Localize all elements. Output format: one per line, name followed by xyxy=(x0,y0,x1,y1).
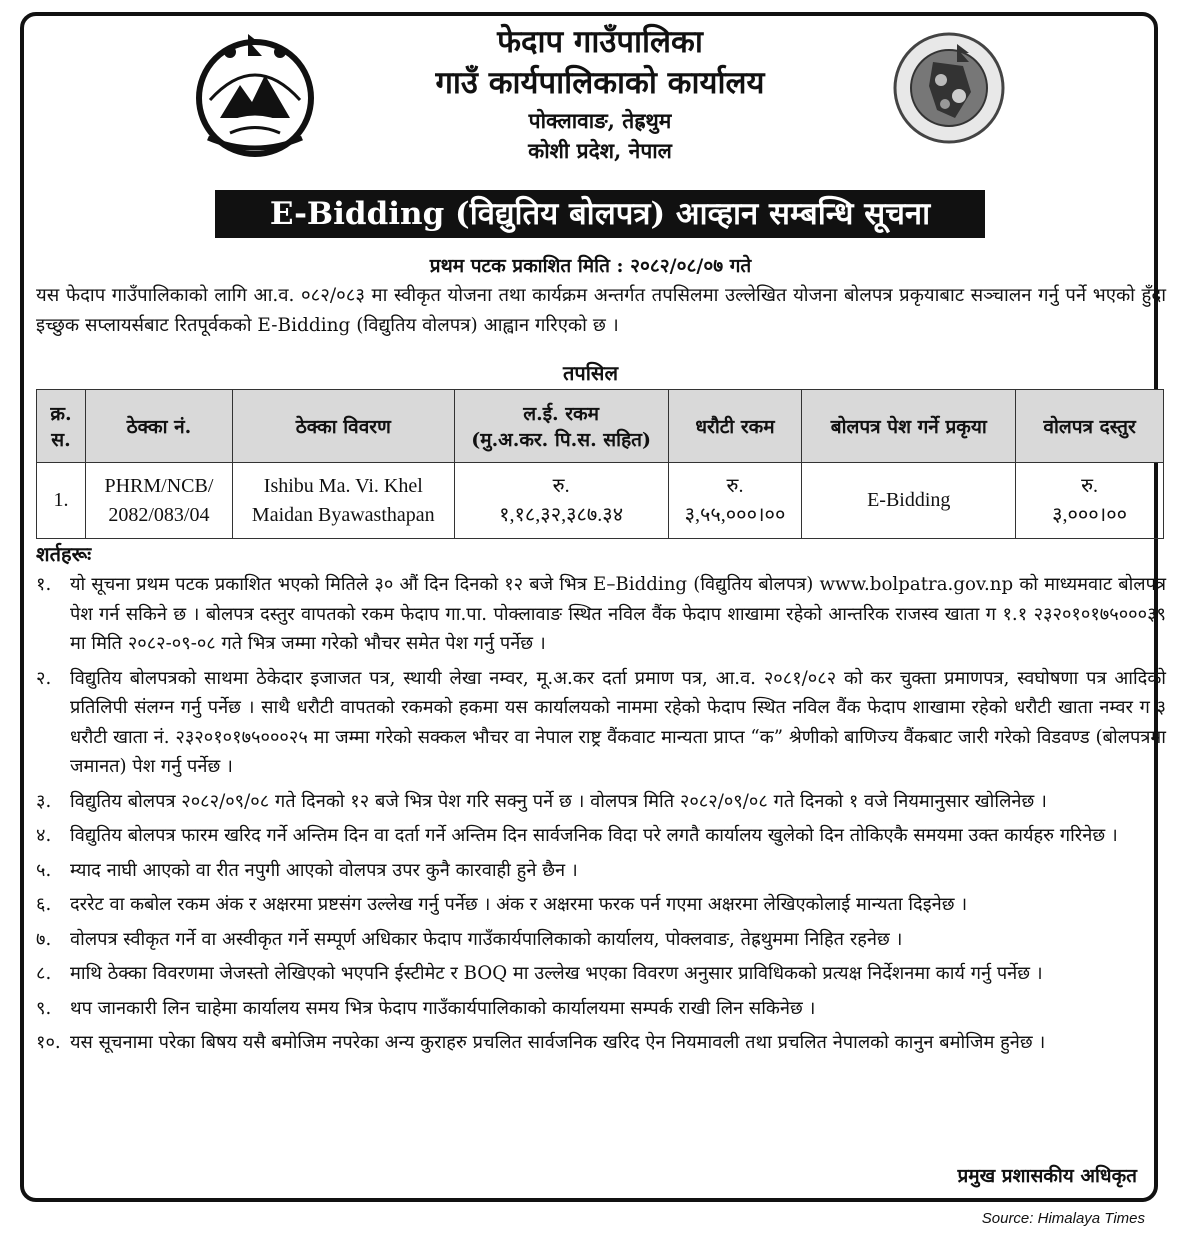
cell-line: 2082/083/04 xyxy=(108,503,210,526)
condition-number: १०. xyxy=(36,1032,61,1053)
cell-line: Ishibu Ma. Vi. Khel xyxy=(263,474,423,497)
address-line: पोक्लावाङ, तेह्रथुम xyxy=(528,108,672,133)
column-header-estimate xyxy=(454,390,668,463)
bid-table xyxy=(36,389,1164,539)
cell-line: रु. xyxy=(1081,474,1099,497)
list-item xyxy=(36,856,1166,886)
column-header-line: क्र. xyxy=(50,403,72,425)
column-header-sn xyxy=(37,390,86,463)
table-header-row xyxy=(37,390,1164,463)
cell-line: रु. xyxy=(726,474,744,497)
column-header-contract-no: ठेक्का नं. xyxy=(85,390,232,463)
list-item xyxy=(36,994,1166,1024)
condition-text: दररेट वा कबोल रकम अंक र अक्षरमा प्रष्टसंग उल्लेख गर्नु पर्नेछ । अंक र अक्षरमा फरक पर्न गएमा अक्षरमा लेखिएकोलाई मान्यता दिइनेछ । xyxy=(70,894,968,915)
column-header-process: बोलपत्र पेश गर्ने प्रकृया xyxy=(802,390,1016,463)
signatory-title: प्रमुख प्रशासकीय अधिकृत xyxy=(957,1165,1137,1187)
cell-line: Maidan Byawasthapan xyxy=(251,503,435,526)
cell-sn: 1. xyxy=(37,463,86,539)
notice-title-banner: E-Bidding (विद्युतिय बोलपत्र) आव्हान सम्बन्धि सूचना xyxy=(215,190,985,238)
cell-line: रु. xyxy=(552,474,570,497)
source-credit: Source: Himalaya Times xyxy=(981,1210,1145,1227)
column-header-line: (मु.अ.कर. पि.स. सहित) xyxy=(471,429,651,451)
office-name: गाउँ कार्यपालिकाको कार्यालय xyxy=(435,65,765,101)
condition-text: वोलपत्र स्वीकृत गर्ने वा अस्वीकृत गर्ने सम्पूर्ण अधिकार फेदाप गाउँकार्यपालिकाको कार्यालय, पोक्लवाङ, तेह्रथुममा निहित रहनेछ । xyxy=(70,928,903,950)
list-item xyxy=(36,1028,1166,1058)
column-header-line: ल.ई. रकम xyxy=(523,403,599,425)
condition-number: ३. xyxy=(36,790,52,812)
condition-number: २. xyxy=(36,667,52,689)
cell-fee xyxy=(1016,463,1164,539)
condition-text: विद्युतिय बोलपत्र २०८२/०९/०८ गते दिनको १२ बजे भित्र पेश गरि सक्नु पर्ने छ । वोलपत्र मिति २०८२/०९/०८ गते दिनको १ वजे नियमानुसार खोलिनेछ । xyxy=(70,790,1047,812)
condition-text: यस सूचनामा परेका बिषय यसै बमोजिम नपरेका अन्य कुराहरु प्रचलित सार्वजनिक खरिद ऐन नियमावली तथा प्रचलित नेपालको कानुन बमोजिम हुनेछ । xyxy=(70,1032,1046,1053)
intro-paragraph: यस फेदाप गाउँपालिकाको लागि आ.व. ०८२/०८३ मा स्वीकृत योजना तथा कार्यक्रम अन्तर्गत तपसिलमा उल्लेखित योजना बोलपत्र प्रकृयाबाट सञ्चालन गर्नु पर्ने भएको हुँदा इच्छुक सप्लायर्सबाट रितपूर्वकको E-Bidding (विद्युतिय वोलपत्र) आह्वान गरिएको छ । xyxy=(36,285,1166,336)
schedule-heading: तपसिल xyxy=(562,361,619,385)
condition-number: ५. xyxy=(36,859,52,881)
province-line: कोशी प्रदेश, नेपाल xyxy=(528,138,672,163)
list-item xyxy=(36,890,1166,920)
conditions-heading: शर्तहरूः xyxy=(36,542,92,566)
cell-line: ३,०००।०० xyxy=(1052,503,1128,526)
list-item xyxy=(36,664,1166,782)
condition-text: थप जानकारी लिन चाहेमा कार्यालय समय भित्र फेदाप गाउँकार्यपालिकाको कार्यालयमा सम्पर्क राखी लिन सकिनेछ । xyxy=(70,997,816,1019)
column-header-line: स. xyxy=(51,429,71,451)
condition-number: ७. xyxy=(36,928,52,950)
publication-date: प्रथम पटक प्रकाशित मिति : २०८२/०८/०७ गते xyxy=(429,255,752,277)
column-header-fee: वोलपत्र दस्तुर xyxy=(1016,390,1164,463)
list-item xyxy=(36,570,1166,659)
condition-text: म्याद नाघी आएको वा रीत नपुगी आएको वोलपत्र उपर कुनै कारवाही हुने छैन । xyxy=(70,859,578,881)
condition-text: यो सूचना प्रथम पटक प्रकाशित भएको मितिले ३० औं दिन दिनको १२ बजे भित्र E–Bidding (विद्युतिय बोलपत्र) www.bolpatra.gov.np को माध्यमवाट बोलपत्र पेश गर्न सकिने छ । बोलपत्र दस्तुर वापतको रकम फेदाप गा.पा. पोक्लावाङ स्थित नविल वैंक फेदाप शाखामा रहेको आन्तरिक राजस्व खाता ग १.१ २३२०१०१७५०००३९ मा मिति २०८२-०९-०८ गते भित्र जम्मा गरेको भौचर समेत पेश गर्नु पर्नेछ । xyxy=(70,574,1166,654)
cell-deposit xyxy=(668,463,802,539)
municipality-name: फेदाप गाउँपालिका xyxy=(497,24,703,60)
municipality-seal-logo xyxy=(893,32,1005,144)
condition-text: विद्युतिय बोलपत्र फारम खरिद गर्ने अन्तिम दिन वा दर्ता गर्ने अन्तिम दिन सार्वजनिक विदा परे लगतै कार्यालय खुलेको दिन तोकिएकै समयमा उक्त कार्यहरु गरिनेछ । xyxy=(70,825,1118,846)
list-item xyxy=(36,821,1166,851)
list-item xyxy=(36,787,1166,817)
condition-number: १. xyxy=(36,574,52,595)
column-header-deposit: धरौटी रकम xyxy=(668,390,802,463)
table-row xyxy=(37,463,1164,539)
condition-text: माथि ठेक्का विवरणमा जेजस्तो लेखिएको भएपनि ईस्टीमेट र BOQ मा उल्लेख भएका विवरण अनुसार प्राविधिकको प्रत्यक्ष निर्देशनमा कार्य गर्नु पर्नेछ । xyxy=(70,963,1043,984)
cell-estimate xyxy=(454,463,668,539)
cell-line: PHRM/NCB/ xyxy=(104,474,214,497)
list-item xyxy=(36,959,1166,989)
cell-process: E-Bidding xyxy=(802,463,1016,539)
cell-contract-no xyxy=(85,463,232,539)
cell-line: १,१८,३२,३८७.३४ xyxy=(499,503,624,526)
list-item xyxy=(36,925,1166,955)
condition-number: ४. xyxy=(36,825,52,846)
cell-description xyxy=(232,463,454,539)
office-header xyxy=(320,22,880,166)
conditions-list xyxy=(36,570,1166,1063)
column-header-description: ठेक्का विवरण xyxy=(232,390,454,463)
condition-text: विद्युतिय बोलपत्रको साथमा ठेकेदार इजाजत पत्र, स्थायी लेखा नम्वर, मू.अ.कर दर्ता प्रमाण पत्र, आ.व. २०८१/०८२ को कर चुक्ता प्रमाणपत्र, स्वघोषणा पत्र आदिको प्रतिलिपी संलग्न गर्नु पर्नेछ । साथै धरौटी वापतको रकमको हकमा यस कार्यालयको नाममा रहेको फेदाप स्थित नविल वैंक फेदाप शाखामा रहेको धरौटी खाता नम्वर ग ३ धरौटी खाता नं. २३२०१०१७५०००२५ मा जम्मा गरेको सक्कल भौचर वा नेपाल राष्ट्र वैंकवाट मान्यता प्राप्त “क” श्रेणीको बाणिज्य वैंकबाट जारी गरेको विडवण्ड (बोलपत्रमा जमानत) पेश गर्नु पर्नेछ । xyxy=(70,667,1166,777)
cell-line: ३,५५,०००।०० xyxy=(684,503,786,526)
condition-number: ९. xyxy=(36,997,52,1019)
condition-number: ८. xyxy=(36,963,52,984)
nepal-emblem-logo xyxy=(190,30,320,158)
condition-number: ६. xyxy=(36,894,52,915)
